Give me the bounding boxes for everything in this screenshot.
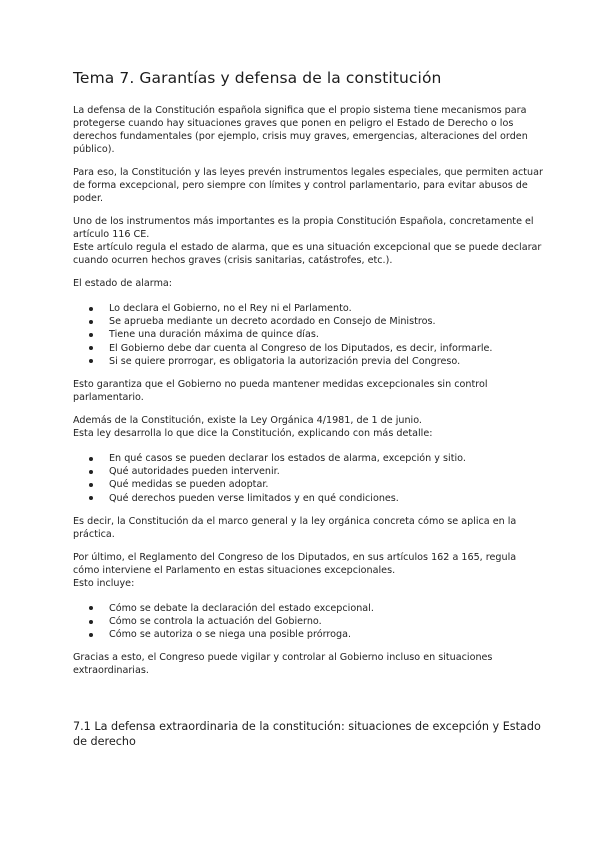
list-item bbox=[73, 628, 543, 641]
list-item bbox=[73, 342, 543, 355]
section-subtitle: 7.1 La defensa extraordinaria de la constitución: situaciones de excepción y Estado de derecho bbox=[73, 720, 541, 749]
bullet-icon bbox=[89, 606, 93, 610]
bullet-icon bbox=[89, 620, 93, 624]
list-item-text: Qué medidas se pueden adoptar. bbox=[109, 479, 269, 491]
list-item-text: Qué autoridades pueden intervenir. bbox=[109, 466, 280, 478]
list-item-text: Cómo se controla la actuación del Gobierno. bbox=[109, 616, 322, 628]
bullet-icon bbox=[89, 633, 93, 637]
bullet-icon bbox=[89, 346, 93, 350]
list-item-text: Si se quiere prorrogar, es obligatoria la autorización previa del Congreso. bbox=[109, 355, 461, 367]
list-reglamento bbox=[73, 602, 543, 642]
list-item-text: Se aprueba mediante un decreto acordado en Consejo de Ministros. bbox=[109, 316, 436, 328]
paragraph-reglamento: Por último, el Reglamento del Congreso de los Diputados, en sus artículos 162 a 165, regula cómo interviene el Parlamento en estas situaciones excepcionales. bbox=[73, 551, 517, 576]
bullet-icon bbox=[89, 359, 93, 363]
paragraph-estado-alarma: Este artículo regula el estado de alarma, que es una situación excepcional que se puede declarar cuando ocurren hechos graves (crisis sanitarias, catástrofes, etc.). bbox=[73, 242, 542, 266]
list-item bbox=[73, 602, 543, 615]
list-item bbox=[73, 615, 543, 628]
bullet-icon bbox=[89, 320, 93, 324]
list-item bbox=[73, 465, 543, 478]
paragraph-alarma-heading: El estado de alarma: bbox=[73, 278, 173, 289]
paragraph-control: Esto garantiza que el Gobierno no pueda mantener medidas excepcionales sin control parlamentario. bbox=[73, 379, 488, 404]
paragraph-marco-general: Es decir, la Constitución da el marco general y la ley orgánica concreta cómo se aplica en la práctica. bbox=[73, 515, 517, 540]
list-item-text: Cómo se autoriza o se niega una posible prórroga. bbox=[109, 629, 351, 641]
paragraph-ley-organica: Además de la Constitución, existe la Ley Orgánica 4/1981, de 1 de junio. bbox=[73, 415, 422, 427]
bullet-icon bbox=[89, 333, 93, 337]
paragraph-intro: La defensa de la Constitución española significa que el propio sistema tiene mecanismos para protegerse cuando hay situaciones graves que ponen en peligro el Estado de Derecho o los derechos fundamentales (por ejemplo, crisis muy graves, emergencias, alteraciones del orden público). bbox=[73, 105, 528, 155]
list-ley-organica bbox=[73, 452, 543, 505]
list-estado-alarma bbox=[73, 302, 543, 368]
bullet-icon bbox=[89, 457, 93, 461]
paragraph-ley-desarrolla: Esta ley desarrolla lo que dice la Constitución, explicando con más detalle: bbox=[73, 428, 433, 440]
bullet-icon bbox=[89, 496, 93, 500]
bullet-icon bbox=[89, 483, 93, 487]
list-item-text: Tiene una duración máxima de quince días. bbox=[109, 329, 319, 341]
list-item-text: El Gobierno debe dar cuenta al Congreso de los Diputados, es decir, informarle. bbox=[109, 342, 493, 354]
list-item-text: Qué derechos pueden verse limitados y en qué condiciones. bbox=[109, 492, 399, 504]
list-item bbox=[73, 328, 543, 341]
paragraph-conclusion: Gracias a esto, el Congreso puede vigilar y controlar al Gobierno incluso en situaciones extraordinarias. bbox=[73, 652, 493, 677]
paragraph-article-116: Uno de los instrumentos más importantes es la propia Constitución Española, concretamente el artículo 116 CE. bbox=[73, 216, 534, 240]
list-item bbox=[73, 302, 543, 315]
list-item bbox=[73, 452, 543, 465]
bullet-icon bbox=[89, 307, 93, 311]
document-content bbox=[73, 68, 543, 749]
list-item-text: En qué casos se pueden declarar los estados de alarma, excepción y sitio. bbox=[109, 453, 466, 465]
page-title: Tema 7. Garantías y defensa de la constitución bbox=[73, 69, 442, 87]
list-item bbox=[73, 478, 543, 491]
paragraph-incluye: Esto incluye: bbox=[73, 577, 135, 589]
list-item-text: Cómo se debate la declaración del estado excepcional. bbox=[109, 602, 374, 614]
list-item-text: Lo declara el Gobierno, no el Rey ni el Parlamento. bbox=[109, 303, 352, 314]
bullet-icon bbox=[89, 470, 93, 474]
list-item bbox=[73, 315, 543, 328]
list-item bbox=[73, 492, 543, 505]
paragraph-instruments: Para eso, la Constitución y las leyes prevén instrumentos legales especiales, que permiten actuar de forma excepcional, pero siempre con límites y control parlamentario, para evitar abusos de poder. bbox=[73, 167, 543, 204]
list-item bbox=[73, 355, 543, 368]
